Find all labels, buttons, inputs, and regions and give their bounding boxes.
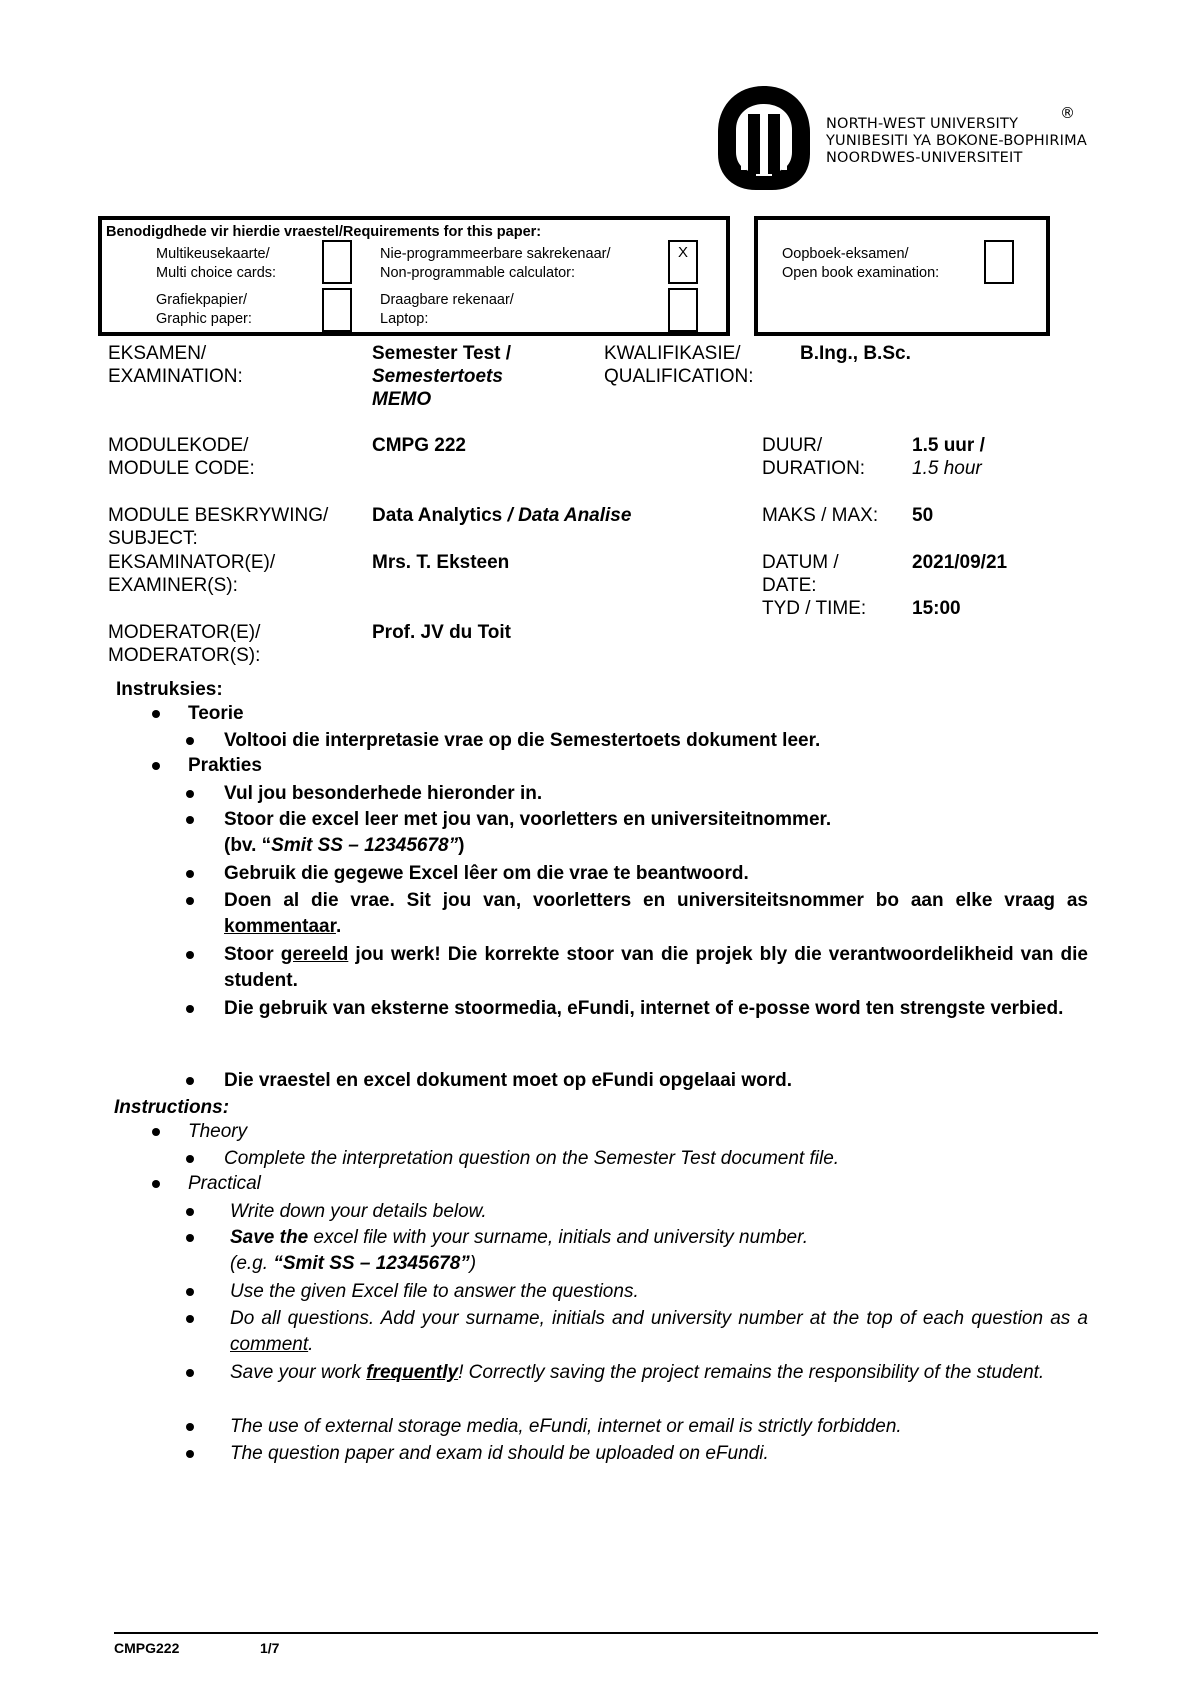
- duration-value: 1.5 uur / 1.5 hour: [912, 435, 985, 479]
- req-graphpaper-checkbox[interactable]: [322, 288, 352, 332]
- exam-value: Semester Test / Semestertoets MEMO: [372, 343, 512, 410]
- afr-practical-item-7: Die vraestel en excel dokument moet op eFundi opgelaai word.: [224, 1070, 793, 1091]
- footer-module-code: CMPG222: [114, 1640, 180, 1656]
- eng-theory-heading: Theory: [188, 1121, 248, 1142]
- university-name-en: NORTH-WEST UNIVERSITY: [826, 116, 1019, 132]
- eng-practical-item-3: Use the given Excel file to answer the questions.: [230, 1281, 639, 1302]
- duration-label: DUUR/ DURATION:: [762, 435, 866, 479]
- bullet-icon: [186, 1208, 194, 1216]
- max-value: 50: [912, 505, 934, 526]
- req-openbook-checkbox[interactable]: [984, 240, 1014, 284]
- bullet-icon: [186, 1450, 194, 1458]
- req-multichoice-checkbox[interactable]: [322, 240, 352, 284]
- bullet-icon: [186, 1005, 194, 1013]
- bullet-icon: [152, 1180, 160, 1188]
- bullet-icon: [152, 762, 160, 770]
- req-graphpaper-label: Grafiekpapier/ Graphic paper:: [156, 292, 252, 327]
- module-description-value: Data Analytics / Data Analise: [372, 505, 632, 526]
- afr-theory-item: Voltooi die interpretasie vrae op die Semestertoets dokument leer.: [224, 730, 821, 751]
- eng-practical-item-5: Save your work frequently! Correctly saving the project remains the responsibility of the student.: [230, 1362, 1045, 1383]
- req-openbook-label: Oopboek-eksamen/ Open book examination:: [782, 246, 940, 281]
- eng-practical-heading: Practical: [188, 1173, 261, 1194]
- moderator-value: Prof. JV du Toit: [372, 622, 511, 643]
- eng-instructions-heading: Instructions:: [114, 1097, 230, 1118]
- examiner-label: EKSAMINATOR(E)/ EXAMINER(S):: [108, 552, 276, 596]
- eng-practical-item-6: The use of external storage media, eFundi, internet or email is strictly forbidden.: [230, 1416, 902, 1437]
- afr-practical-item-6: Die gebruik van eksterne stoormedia, eFundi, internet of e-posse word ten strengste verbied.: [224, 998, 1064, 1019]
- bullet-icon: [186, 870, 194, 878]
- bullet-icon: [186, 1077, 194, 1085]
- module-description-label: MODULE BESKRYWING/ SUBJECT:: [108, 505, 329, 549]
- bullet-icon: [186, 951, 194, 959]
- footer-divider: [114, 1632, 1098, 1634]
- afr-theory-heading: Teorie: [188, 703, 244, 724]
- bullet-icon: [152, 1128, 160, 1136]
- max-label: MAKS / MAX:: [762, 505, 879, 526]
- eng-practical-item-1: Write down your details below.: [230, 1201, 487, 1222]
- university-name: [826, 116, 1087, 167]
- bullet-icon: [186, 1315, 194, 1323]
- afr-practical-item-5: Stoor gereeld jou werk! Die korrekte stoor van die projek bly die verantwoordelikheid van die student.: [224, 944, 1088, 991]
- moderator-label: MODERATOR(E)/ MODERATOR(S):: [108, 622, 261, 666]
- eng-theory-item: Complete the interpretation question on the Semester Test document file.: [224, 1148, 840, 1169]
- registered-mark: ®: [1060, 104, 1075, 122]
- time-label: TYD / TIME:: [762, 598, 867, 619]
- afr-practical-item-1: Vul jou besonderhede hieronder in.: [224, 783, 543, 804]
- examiner-value: Mrs. T. Eksteen: [372, 552, 510, 573]
- req-laptop-label: Draagbare rekenaar/ Laptop:: [380, 292, 514, 327]
- bullet-icon: [152, 710, 160, 718]
- university-logo-icon: [712, 84, 816, 192]
- req-calculator-checkbox[interactable]: X: [668, 240, 698, 284]
- afr-instructions-heading: Instruksies:: [116, 679, 223, 700]
- qualification-value: B.Ing., B.Sc.: [800, 343, 911, 364]
- time-value: 15:00: [912, 598, 961, 619]
- bullet-icon: [186, 897, 194, 905]
- eng-practical-item-7: The question paper and exam id should be uploaded on eFundi.: [230, 1443, 769, 1464]
- bullet-icon: [186, 1288, 194, 1296]
- bullet-icon: [186, 790, 194, 798]
- afr-practical-heading: Prakties: [188, 755, 262, 776]
- afr-practical-item-2: Stoor die excel leer met jou van, voorletters en universiteitnommer. (bv. “Smit SS – 12345678”): [224, 809, 832, 856]
- qualification-label: KWALIFIKASIE/ QUALIFICATION:: [604, 343, 754, 387]
- afr-practical-item-3: Gebruik die gegewe Excel lêer om die vrae te beantwoord.: [224, 863, 749, 884]
- afr-practical-item-4: Doen al die vrae. Sit jou van, voorletters en universiteitsnommer bo aan elke vraag as kommentaar.: [224, 890, 1088, 937]
- university-name-af: NOORDWES-UNIVERSITEIT: [826, 150, 1023, 166]
- date-label: DATUM / DATE:: [762, 552, 839, 596]
- eng-practical-item-4: Do all questions. Add your surname, initials and university number at the top of each question as a comment.: [230, 1308, 1088, 1355]
- bullet-icon: [186, 1423, 194, 1431]
- requirements-title: Benodigdhede vir hierdie vraestel/Requirements for this paper:: [106, 224, 542, 240]
- eng-practical-item-2: Save the excel file with your surname, initials and university number. (e.g. “Smit SS – 12345678”): [230, 1227, 809, 1274]
- university-name-tn: YUNIBESITI YA BOKONE-BOPHIRIMA: [826, 133, 1087, 149]
- footer-page-number: 1/7: [260, 1640, 280, 1656]
- bullet-icon: [186, 1369, 194, 1377]
- bullet-icon: [186, 737, 194, 745]
- exam-label: EKSAMEN/ EXAMINATION:: [108, 343, 243, 387]
- req-multichoice-label: Multikeusekaarte/ Multi choice cards:: [156, 246, 277, 281]
- bullet-icon: [186, 1155, 194, 1163]
- req-calculator-label: Nie-programmeerbare sakrekenaar/ Non-programmable calculator:: [380, 246, 611, 281]
- date-value: 2021/09/21: [912, 552, 1008, 573]
- module-code-label: MODULEKODE/ MODULE CODE:: [108, 435, 255, 479]
- req-laptop-checkbox[interactable]: [668, 288, 698, 332]
- module-code-value: CMPG 222: [372, 435, 466, 456]
- bullet-icon: [186, 1234, 194, 1242]
- bullet-icon: [186, 816, 194, 824]
